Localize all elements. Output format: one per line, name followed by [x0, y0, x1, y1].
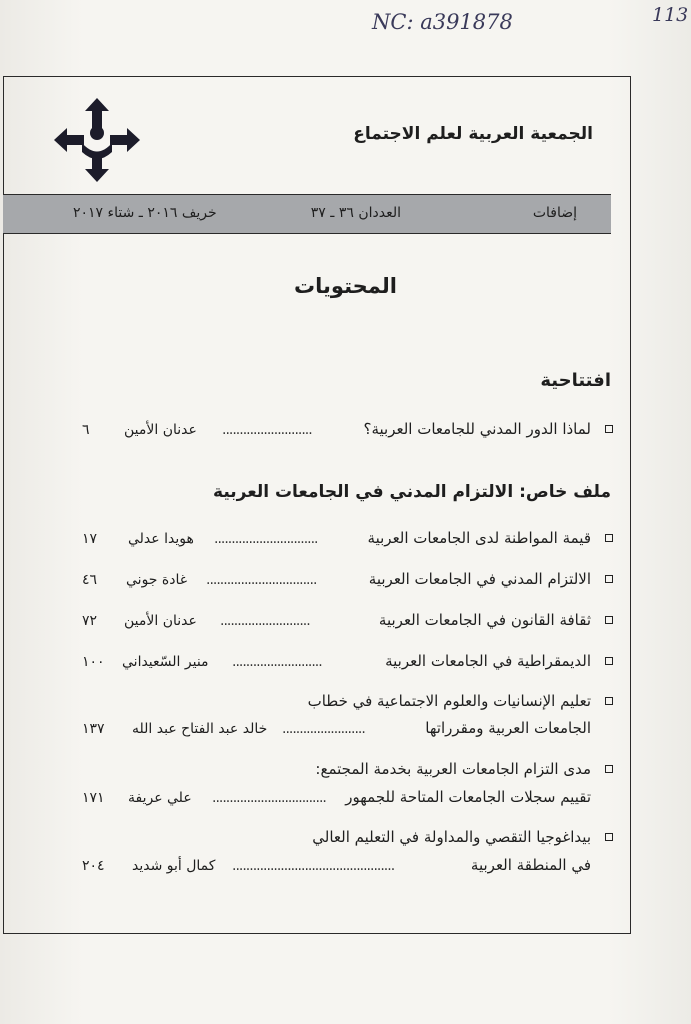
section-title-intro: افتتاحية [540, 370, 611, 391]
entry-page: ٢٠٤ [82, 858, 105, 874]
entry-page: ٤٦ [82, 572, 98, 588]
entry-bullet [605, 833, 613, 841]
entry-author: منير السّعيداني [122, 654, 209, 670]
entry-bullet [605, 765, 613, 773]
leader-dots: .......................... [222, 422, 312, 438]
entry-title-continued: في المنطقة العربية [470, 856, 591, 874]
entry-title: قيمة المواطنة لدى الجامعات العربية [367, 529, 591, 547]
society-logo-icon [54, 98, 140, 182]
contents-heading: المحتويات [294, 274, 397, 298]
journal-name: إضافات [532, 205, 577, 221]
entry-title: مدى التزام الجامعات العربية بخدمة المجتمع: [315, 760, 591, 778]
entry-author: كمال أبو شديد [132, 858, 216, 874]
entry-author: عدنان الأمين [124, 422, 197, 438]
entry-author: هويدا عدلي [128, 531, 194, 547]
leader-dots: .......................... [232, 654, 322, 670]
entry-author: غادة جوني [126, 572, 188, 588]
leader-dots: ................................. [212, 790, 326, 806]
journal-band [3, 194, 611, 234]
issue-season: خريف ٢٠١٦ ـ شتاء ٢٠١٧ [73, 205, 217, 221]
entry-page: ١٧١ [82, 790, 105, 806]
entry-title: تعليم الإنسانيات والعلوم الاجتماعية في خطاب [307, 692, 591, 710]
entry-author: علي عريفة [128, 790, 192, 806]
entry-page: ١٣٧ [82, 721, 105, 737]
handwritten-page-number: 113 [652, 4, 689, 26]
society-name: الجمعية العربية لعلم الاجتماع [353, 124, 593, 144]
entry-title-continued: الجامعات العربية ومقرراتها [425, 719, 591, 737]
entry-bullet [605, 657, 613, 665]
entry-bullet [605, 697, 613, 705]
leader-dots: .......................... [220, 613, 310, 629]
entry-author: عدنان الأمين [124, 613, 197, 629]
issue-number: العددان ٣٦ ـ ٣٧ [310, 205, 401, 221]
entry-bullet [605, 534, 613, 542]
leader-dots: ........................ [282, 721, 365, 737]
section-title-special: ملف خاص: الالتزام المدني في الجامعات العربية [213, 482, 611, 502]
entry-page: ١٠٠ [82, 654, 105, 670]
entry-title: الديمقراطية في الجامعات العربية [385, 652, 591, 670]
handwritten-call-number: NC: a391878 [372, 10, 513, 34]
entry-page: ٦ [82, 422, 90, 438]
leader-dots: .............................. [214, 531, 318, 547]
entry-title-continued: تقييم سجلات الجامعات المتاحة للجمهور [345, 788, 591, 806]
entry-title: الالتزام المدني في الجامعات العربية [368, 570, 591, 588]
entry-bullet [605, 616, 613, 624]
entry-author: خالد عبد الفتاح عبد الله [132, 721, 268, 737]
entry-bullet [605, 425, 613, 433]
entry-bullet [605, 575, 613, 583]
entry-title: لماذا الدور المدني للجامعات العربية؟ [363, 420, 591, 438]
entry-page: ٧٢ [82, 613, 98, 629]
entry-title: ثقافة القانون في الجامعات العربية [378, 611, 591, 629]
entry-title: بيداغوجيا التقصي والمداولة في التعليم العالي [312, 828, 591, 846]
leader-dots: ................................ [206, 572, 317, 588]
entry-page: ١٧ [82, 531, 98, 547]
leader-dots: ............................................... [232, 858, 395, 874]
